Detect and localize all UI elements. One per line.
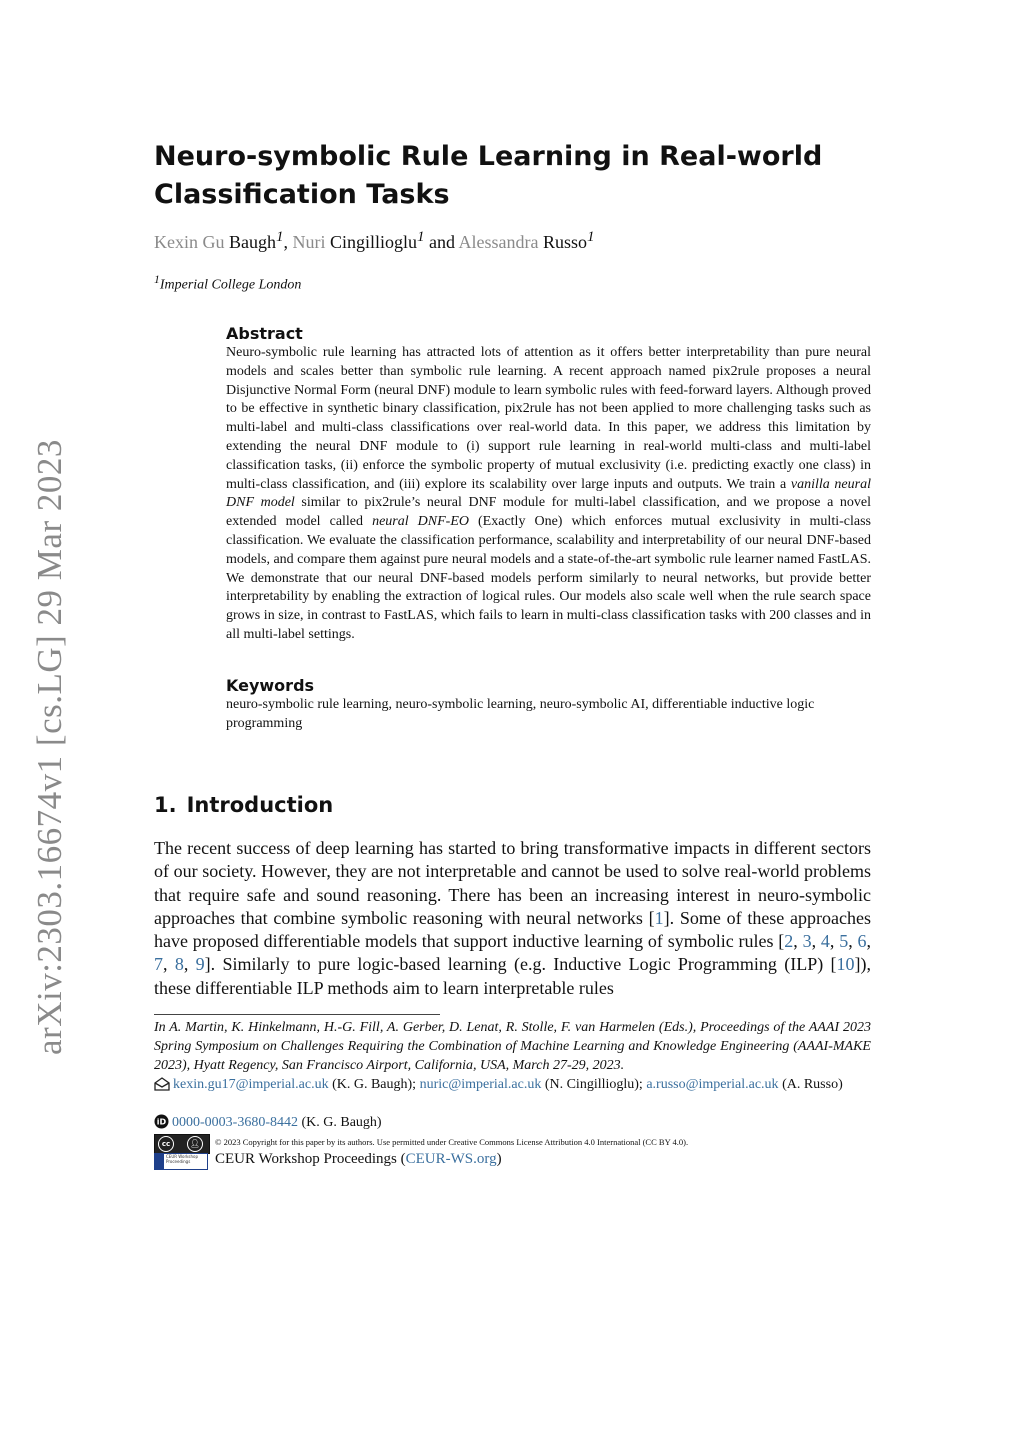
citation-link[interactable]: 8 bbox=[174, 954, 184, 975]
arxiv-identifier: arXiv:2303.16674v1 [cs.LG] 29 Mar 2023 bbox=[30, 439, 69, 1055]
citation-link[interactable]: 6 bbox=[857, 931, 867, 952]
footnote-rule bbox=[154, 1014, 440, 1015]
keywords-heading: Keywords bbox=[226, 676, 315, 695]
citation-link[interactable]: 1 bbox=[654, 907, 664, 928]
author-name: Alessandra Russo$^1$ bbox=[458, 229, 595, 252]
svg-text:iD: iD bbox=[156, 1117, 167, 1127]
abstract-section bbox=[226, 324, 871, 645]
proceedings-footnote: In A. Martin, K. Hinkelmann, H.-G. Fill, A. Gerber, D. Lenat, R. Stolle, F. van Harmelen (Eds.), Proceedings of the AAAI 2023 Spring Symposium on Challenges Requiring the Combination of Machine Learning and Knowledge Engineering (AAAI-MAKE 2023), Hyatt Regency, San Francisco Airport, California, USA, March 27-29, 2023. bbox=[154, 1020, 871, 1073]
citation-link[interactable]: 3 bbox=[802, 931, 812, 952]
ceur-text: CEUR Workshop Proceedings (CEUR-WS.org) bbox=[215, 1151, 502, 1167]
cc-by-badge: cc 👤︎ bbox=[154, 1134, 210, 1154]
orcid-icon bbox=[154, 1114, 169, 1136]
author-name: Nuri Cingillioglu$^1$ bbox=[292, 229, 425, 252]
citation-link[interactable]: 7 bbox=[154, 954, 163, 975]
citation-link[interactable]: 10 bbox=[836, 954, 855, 975]
orcid-link[interactable]: 0000-0003-3680-8442 bbox=[172, 1115, 298, 1130]
email-link[interactable]: a.russo@imperial.ac.uk bbox=[646, 1077, 779, 1092]
citation-list: 2, 3, 4, 5, 6, 7, 8, 9 bbox=[154, 931, 872, 975]
author-list: Kexin Gu Baugh$^1$, Nuri Cingillioglu$^1$ and Alessandra Russo$^1$ bbox=[154, 229, 595, 252]
author-name: Kexin Gu Baugh$^1$ bbox=[154, 229, 284, 252]
introduction-paragraph: The recent success of deep learning has started to bring transformative impacts in different sectors of our society. However, they are not interpretable and cannot be used to solve real-world problems that require safe and sound reasoning. There has been an increasing interest in neuro-symbolic approaches that combine symbolic reasoning with neural networks [1]. Some of these approaches have proposed differentiable models that support inductive learning of symbolic rules [2, 3, 4, 5, 6, 7, 8, 9]. Similarly to pure logic-based learning (e.g. Inductive Logic Programming (ILP) [10]), these differentiable ILP methods aim to learn interpretable rules bbox=[154, 838, 872, 998]
abstract-text: Neuro-symbolic rule learning has attracted lots of attention as it offers better interpretability than pure neural models and scales better than symbolic rule learning. A recent approach named pix2rule proposes a neural Disjunctive Normal Form (neural DNF) module to learn symbolic rules with feed-forward layers. Although proved to be effective in synthetic binary classification, pix2rule has not been applied to more challenging tasks such as multi-label and multi-class classifications over real-world data. In this paper, we address this limitation by extending the neural DNF module to (i) support rule learning in real-world multi-class and multi-label classification tasks, (ii) enforce the symbolic property of mutual exclusivity (i.e. predicting exactly one class) in multi-class classification, and (iii) explore its scalability over large inputs and outputs. We train a vanilla neural DNF model similar to pix2rule’s neural DNF module for multi-label classification, and we propose a novel extended model called neural DNF-EO (Exactly One) which enforces mutual exclusivity in multi-class classification. We evaluate the classification performance, scalability and interpretability of our neural DNF-based models, and compare them against pure neural models and a state-of-the-art symbolic rule learner named FastLAS. We demonstrate that our neural DNF-based models perform similarly to neural networks, but provide better interpretability by enabling the extraction of logical rules. Our models also scale well when the rule search space grows in size, in contrast to FastLAS, which fails to learn in multi-class classification tasks with 200 classes and in all multi-label settings. bbox=[226, 345, 871, 642]
citation-link[interactable]: 2 bbox=[784, 931, 794, 952]
affiliation: $^1$Imperial College London bbox=[154, 273, 302, 293]
abstract-heading: Abstract bbox=[226, 324, 303, 343]
ceur-line bbox=[154, 1151, 871, 1173]
keywords-section bbox=[226, 676, 871, 734]
email-link[interactable]: kexin.gu17@imperial.ac.uk bbox=[173, 1077, 329, 1092]
citation-link[interactable]: 4 bbox=[820, 931, 830, 952]
paper-title: Neuro-symbolic Rule Learning in Real-world Classification Tasks bbox=[154, 141, 823, 210]
ceur-logo: CEUR Workshop Proceedings bbox=[154, 1153, 208, 1170]
section-heading-introduction: 1. Introduction bbox=[154, 793, 334, 817]
citation-link[interactable]: 9 bbox=[195, 954, 205, 975]
email-link[interactable]: nuric@imperial.ac.uk bbox=[419, 1077, 542, 1092]
envelope-icon bbox=[154, 1077, 170, 1098]
keywords-text: neuro-symbolic rule learning, neuro-symbolic learning, neuro-symbolic AI, differentiable inductive logic programming bbox=[226, 697, 815, 731]
ceur-ws-link[interactable]: CEUR-WS.org bbox=[405, 1151, 497, 1167]
citation-link[interactable]: 5 bbox=[839, 931, 849, 952]
email-footnote: kexin.gu17@imperial.ac.uk (K. G. Baugh); nuric@imperial.ac.uk (N. Cingillioglu); a.russo@imperial.ac.uk (A. Russo) bbox=[154, 1076, 871, 1098]
license-text: © 2023 Copyright for this paper by its authors. Use permitted under Creative Commons License Attribution 4.0 International (CC BY 4.0). bbox=[215, 1137, 689, 1147]
orcid-footnote: iD 0000-0003-3680-8442 (K. G. Baugh) bbox=[154, 1114, 871, 1136]
